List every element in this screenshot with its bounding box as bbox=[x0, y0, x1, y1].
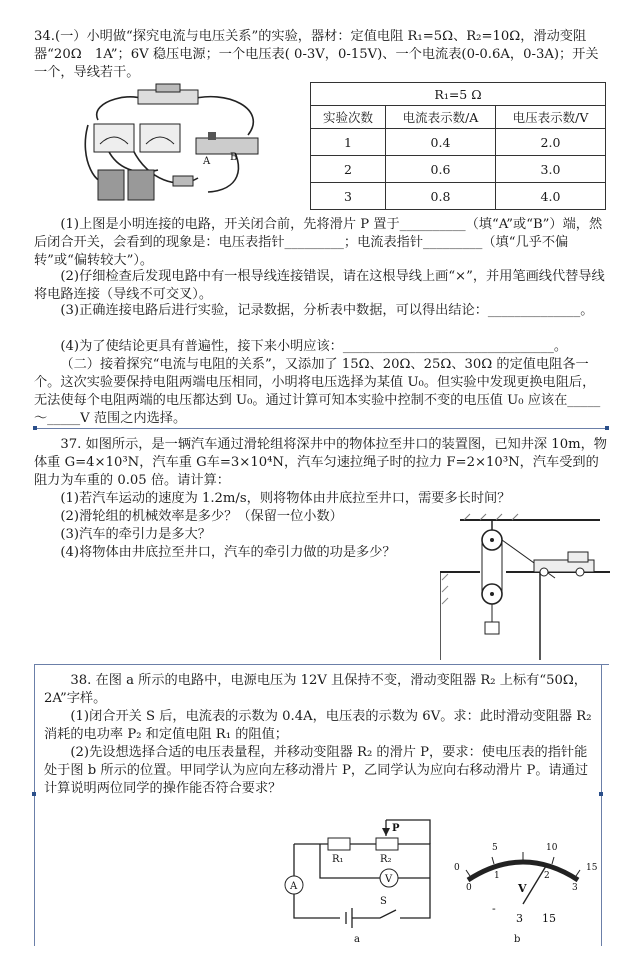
q38-intro: 38. 在图 a 所示的电路中，电源电压为 12V 且保持不变，滑动变阻器 R₂ 上标有“50Ω，2A”字样。 bbox=[44, 673, 587, 706]
q34-data-table bbox=[310, 82, 606, 210]
terminal-label: - bbox=[492, 902, 496, 915]
table-cell: 0.4 bbox=[385, 129, 495, 156]
terminal-label: 3 bbox=[516, 912, 523, 925]
table-cell: 0.8 bbox=[385, 183, 495, 210]
table-row bbox=[311, 156, 606, 183]
table-cell: 2.0 bbox=[495, 129, 605, 156]
selection-handle[interactable] bbox=[32, 792, 36, 796]
q37-intro: 37. 如图所示，是一辆汽车通过滑轮组将深井中的物体拉至井口的装置图，已知井深 10m，物体重 G=4×10³N，汽车重 G车=3×10⁴N，汽车匀速拉绳子时的拉力 F=2×10³N，汽车受到的阻力为车重的 0.05 倍。请计算： bbox=[34, 437, 607, 488]
q34-part4: (4)为了使结论更具有普遍性，接下来小明应该：________________________________。 bbox=[60, 339, 568, 354]
unit-label: V bbox=[518, 882, 527, 895]
table-row bbox=[311, 183, 606, 210]
tick-label: 0 bbox=[466, 883, 472, 893]
q38-part2: (2)先设想选择合适的电压表量程，并移动变阻器 R₂ 的滑片 P，要求：使电压表的指针能处于图 b 所示的位置。甲同学认为应向左移动滑片 P，乙同学认为应向右移动滑片 P。请通过计算说明两位同学的操作能否符合要求？ bbox=[44, 745, 589, 796]
selection-handle[interactable] bbox=[599, 792, 603, 796]
table-header: 电流表示数/A bbox=[385, 106, 495, 129]
tick-label: 5 bbox=[492, 843, 498, 853]
table-row bbox=[311, 129, 606, 156]
label-r2: R₂ bbox=[380, 854, 392, 865]
q34-part2: (2)仔细检查后发现电路中有一根导线连接错误，请在这根导线上画“×”，并用笔画线代替导线将电路连接（导线不可交叉）。 bbox=[34, 269, 605, 302]
q34-part5: （二）接着探究“电流与电阻的关系”，又添加了 15Ω、20Ω、25Ω、30Ω 的定值电阻各一个。这次实验要保持电阻两端电压相同，小明将电压选择为某值 U₀。但实验中发现更换电阻后，无法使每个电阻两端的电压都达到 U₀。通过计算可知本实验中控制不变的电压值 U₀ 应该在_____～_____V 范围之内选择。 bbox=[34, 357, 601, 426]
q34-terminal-b: B bbox=[230, 152, 238, 163]
caption-b: b bbox=[514, 934, 521, 945]
ammeter-icon: A bbox=[290, 881, 298, 892]
caption-a: a bbox=[354, 934, 360, 945]
table-cell: 3.0 bbox=[495, 156, 605, 183]
tick-label: 10 bbox=[546, 843, 558, 853]
q38-circuit-a bbox=[280, 818, 440, 948]
q37-q3: (3)汽车的牵引力是多大？ bbox=[60, 527, 211, 542]
tick-label: 3 bbox=[572, 883, 578, 893]
q34-part1: (1)上图是小明连接的电路，开关闭合前，先将滑片 P 置于__________（填“A”或“B”）端，然后闭合开关，会看到的现象是：电压表指针_________；电流表指针_________（填“几乎不偏转”或“偏转较大”）。 bbox=[34, 217, 603, 268]
q34-terminal-a: A bbox=[203, 156, 211, 167]
q37-q1: (1)若汽车运动的速度为 1.2m/s，则将物体由井底拉至井口，需要多长时间？ bbox=[60, 491, 511, 506]
section-divider bbox=[34, 428, 609, 429]
q37-pulley-diagram bbox=[440, 510, 610, 660]
q37-q2: (2)滑轮组的机械效率是多少？（保留一位小数） bbox=[60, 509, 343, 524]
tick-label: 1 bbox=[494, 871, 500, 881]
table-cell: 3 bbox=[311, 183, 386, 210]
q38-voltmeter-b bbox=[448, 830, 598, 948]
tick-label: 2 bbox=[544, 871, 550, 881]
section-divider bbox=[601, 664, 602, 946]
label-switch-s: S bbox=[380, 896, 387, 907]
q34-circuit-diagram bbox=[78, 80, 278, 210]
table-cell: 1 bbox=[311, 129, 386, 156]
terminal-label: 15 bbox=[542, 912, 556, 925]
q34-part3: (3)正确连接电路后进行实验，记录数据，分析表中数据，可以得出结论：______________。 bbox=[60, 303, 594, 318]
section-divider bbox=[34, 664, 609, 665]
table-header: 实验次数 bbox=[311, 106, 386, 129]
table-header: 电压表示数/V bbox=[495, 106, 605, 129]
q38-part1: (1)闭合开关 S 后，电流表的示数为 0.4A，电压表的示数为 6V。求：此时滑动变阻器 R₂ 消耗的电功率 P₂ 和定值电阻 R₁ 的阻值； bbox=[44, 709, 592, 742]
table-cell: 0.6 bbox=[385, 156, 495, 183]
voltmeter-icon: V bbox=[385, 874, 393, 885]
tick-label: 0 bbox=[454, 863, 460, 873]
section-divider bbox=[34, 664, 35, 946]
q34-intro: 34.(一）小明做“探究电流与电压关系”的实验，器材：定值电阻 R₁=5Ω、R₂=10Ω，滑动变阻器“20Ω 1A”；6V 稳压电源；一个电压表( 0-3V，0-15V)、一个电流表(0-0.6A，0-3A)；开关一个，导线若干。 bbox=[34, 29, 599, 80]
label-slider-p: P bbox=[392, 823, 400, 834]
q37-q4: (4)将物体由井底拉至井口，汽车的牵引力做的功是多少？ bbox=[60, 545, 396, 560]
selection-handle[interactable] bbox=[33, 426, 37, 430]
tick-label: 15 bbox=[586, 863, 598, 873]
table-cell: 4.0 bbox=[495, 183, 605, 210]
selection-handle[interactable] bbox=[605, 426, 609, 430]
label-r1: R₁ bbox=[332, 854, 344, 865]
q34-table-title: R₁=5 Ω bbox=[311, 83, 606, 106]
table-cell: 2 bbox=[311, 156, 386, 183]
